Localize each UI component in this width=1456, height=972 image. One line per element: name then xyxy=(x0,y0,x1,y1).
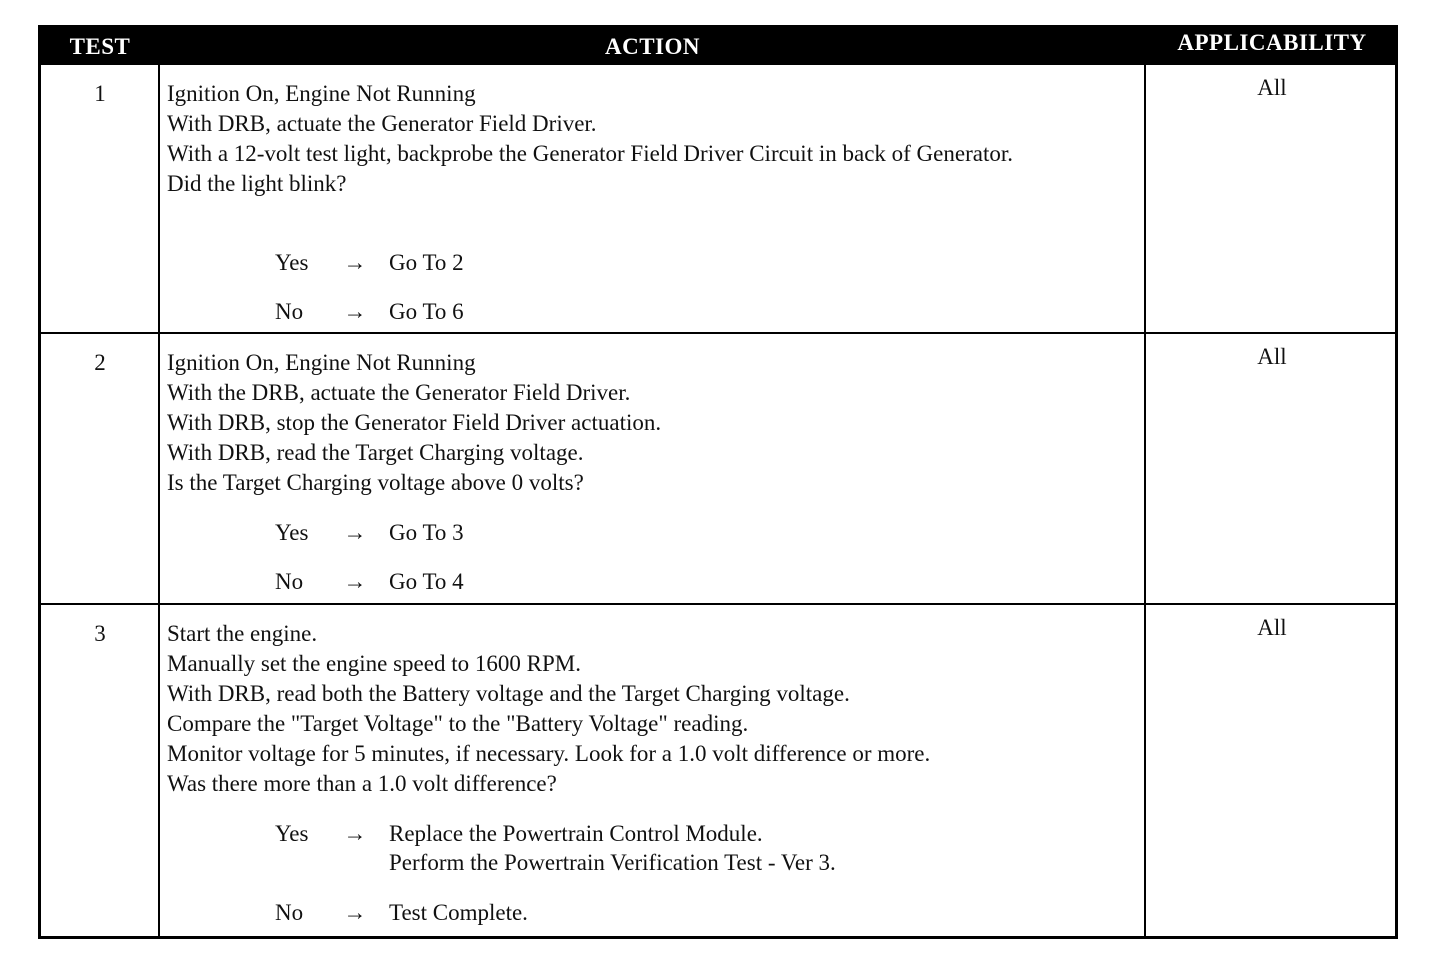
yes-label: Yes xyxy=(275,520,309,545)
test-number: 1 xyxy=(94,81,106,106)
action-line: Manually set the engine speed to 1600 RPM. xyxy=(167,651,581,676)
yes-action: Replace the Powertrain Control Module. xyxy=(389,821,763,846)
arrow-icon: → xyxy=(343,900,367,925)
action-text xyxy=(167,79,1142,199)
no-action: Go To 4 xyxy=(389,569,464,594)
no-label: No xyxy=(275,299,304,324)
applicability-value: All xyxy=(1257,615,1287,640)
action-line: With DRB, read both the Battery voltage and the Target Charging voltage. xyxy=(167,681,850,706)
arrow-icon: → xyxy=(343,520,367,545)
action-line: Start the engine. xyxy=(167,621,318,646)
applicability-value: All xyxy=(1257,344,1287,369)
action-text xyxy=(167,619,1142,799)
action-line: Did the light blink? xyxy=(167,171,347,196)
applicability-value: All xyxy=(1257,75,1287,100)
test-number: 2 xyxy=(94,350,106,375)
action-line: Is the Target Charging voltage above 0 volts? xyxy=(167,470,584,495)
yes-label: Yes xyxy=(275,250,309,275)
header-applicability: APPLICABILITY xyxy=(1177,30,1367,55)
yes-action-line-2: Perform the Powertrain Verification Test - Ver 3. xyxy=(389,850,836,875)
arrow-icon: → xyxy=(343,299,367,324)
yes-action: Go To 3 xyxy=(389,520,464,545)
action-line: With DRB, read the Target Charging voltage. xyxy=(167,440,584,465)
header-action: ACTION xyxy=(604,34,700,59)
test-number: 3 xyxy=(94,621,106,646)
action-line: Was there more than a 1.0 volt difference? xyxy=(167,771,557,796)
action-line: With DRB, stop the Generator Field Driver actuation. xyxy=(167,410,662,435)
no-label: No xyxy=(275,569,304,594)
arrow-icon: → xyxy=(343,250,367,275)
no-action: Test Complete. xyxy=(389,900,528,925)
yes-action: Go To 2 xyxy=(389,250,464,275)
table-row xyxy=(41,334,1395,603)
table-row xyxy=(41,605,1395,936)
action-line: Ignition On, Engine Not Running xyxy=(167,81,476,106)
action-line: Compare the "Target Voltage" to the "Battery Voltage" reading. xyxy=(167,711,749,736)
action-line: With DRB, actuate the Generator Field Driver. xyxy=(167,111,597,136)
arrow-icon: → xyxy=(343,569,367,594)
no-action: Go To 6 xyxy=(389,299,464,324)
yes-label: Yes xyxy=(275,821,309,846)
arrow-icon: → xyxy=(343,821,367,846)
table-row xyxy=(41,65,1395,332)
diagnostic-table xyxy=(38,25,1398,939)
action-text xyxy=(167,348,1142,498)
action-line: Monitor voltage for 5 minutes, if necessary. Look for a 1.0 volt difference or more. xyxy=(167,741,931,766)
table-header xyxy=(41,28,1395,65)
no-label: No xyxy=(275,900,304,925)
action-line: With the DRB, actuate the Generator Field Driver. xyxy=(167,380,631,405)
header-test: TEST xyxy=(69,34,131,59)
action-line: With a 12-volt test light, backprobe the Generator Field Driver Circuit in back of Generator. xyxy=(167,141,1013,166)
action-line: Ignition On, Engine Not Running xyxy=(167,350,476,375)
